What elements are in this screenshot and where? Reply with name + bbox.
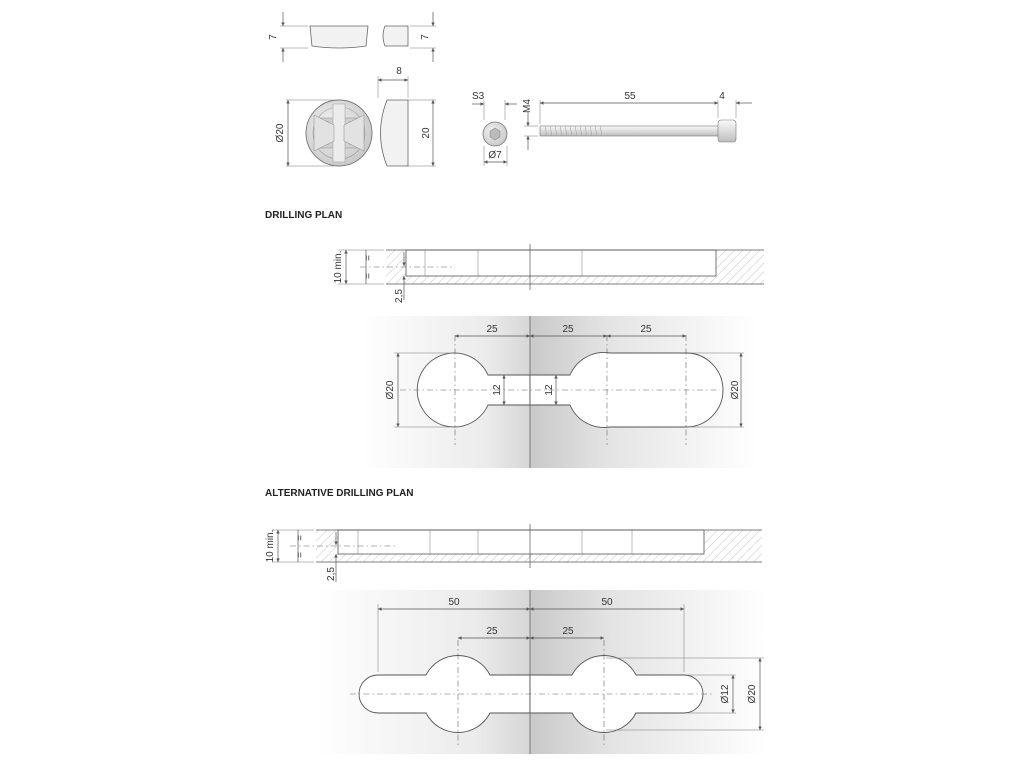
- alt-equal-top-label: =: [295, 535, 306, 541]
- spacing-right-label: 25: [562, 626, 574, 637]
- alternative-section-view: [265, 524, 762, 582]
- cap-left-height-label: 7: [268, 34, 279, 40]
- screw-head-view: [472, 91, 517, 166]
- head-length-label: 4: [719, 91, 725, 102]
- cap-left-view: [268, 12, 368, 62]
- left-diameter-label: Ø20: [385, 380, 396, 400]
- span-right-label: 50: [601, 597, 613, 608]
- neck-left-label: 12: [492, 384, 503, 396]
- connector-side-view: [378, 66, 436, 166]
- side-width-label: 8: [396, 66, 402, 77]
- spacing-3-label: 25: [640, 324, 652, 335]
- alt-section-depth-label: 10 min.: [265, 529, 276, 563]
- neck-right-label: 12: [544, 384, 555, 396]
- drilling-plan-heading: DRILLING PLAN: [265, 210, 343, 221]
- side-height-label: 20: [421, 127, 432, 139]
- alternative-drilling-plan-heading: ALTERNATIVE DRILLING PLAN: [265, 488, 414, 499]
- front-diameter-label: Ø20: [275, 123, 286, 143]
- alternative-plan-view: [316, 590, 768, 754]
- alt-equal-bottom-label: =: [295, 552, 306, 558]
- spacing-1-label: 25: [486, 324, 498, 335]
- alt-diameter-label: Ø20: [747, 684, 758, 704]
- screw-length-label: 55: [624, 91, 636, 102]
- equal-top-label: =: [363, 255, 374, 261]
- offset-label: 2,5: [394, 289, 405, 303]
- head-diameter-label: Ø7: [488, 150, 502, 161]
- section-depth-label: 10 min.: [333, 250, 344, 284]
- connector-front-view: [275, 100, 372, 166]
- span-left-label: 50: [448, 597, 460, 608]
- neck-diameter-label: Ø12: [720, 684, 731, 704]
- hex-size-label: S3: [472, 91, 485, 102]
- spacing-2-label: 25: [562, 324, 574, 335]
- alt-offset-label: 2,5: [326, 567, 337, 581]
- screw-side-view: [522, 91, 752, 150]
- equal-bottom-label: =: [363, 273, 374, 279]
- screw-thread-label: M4: [522, 99, 533, 113]
- spacing-left-label: 25: [486, 626, 498, 637]
- cap-right-view: [383, 12, 436, 62]
- drilling-plan-view: [362, 316, 756, 468]
- drilling-section-view: [333, 244, 764, 303]
- right-diameter-label: Ø20: [730, 380, 741, 400]
- parts-views: [268, 12, 752, 166]
- cap-right-height-label: 7: [420, 34, 431, 40]
